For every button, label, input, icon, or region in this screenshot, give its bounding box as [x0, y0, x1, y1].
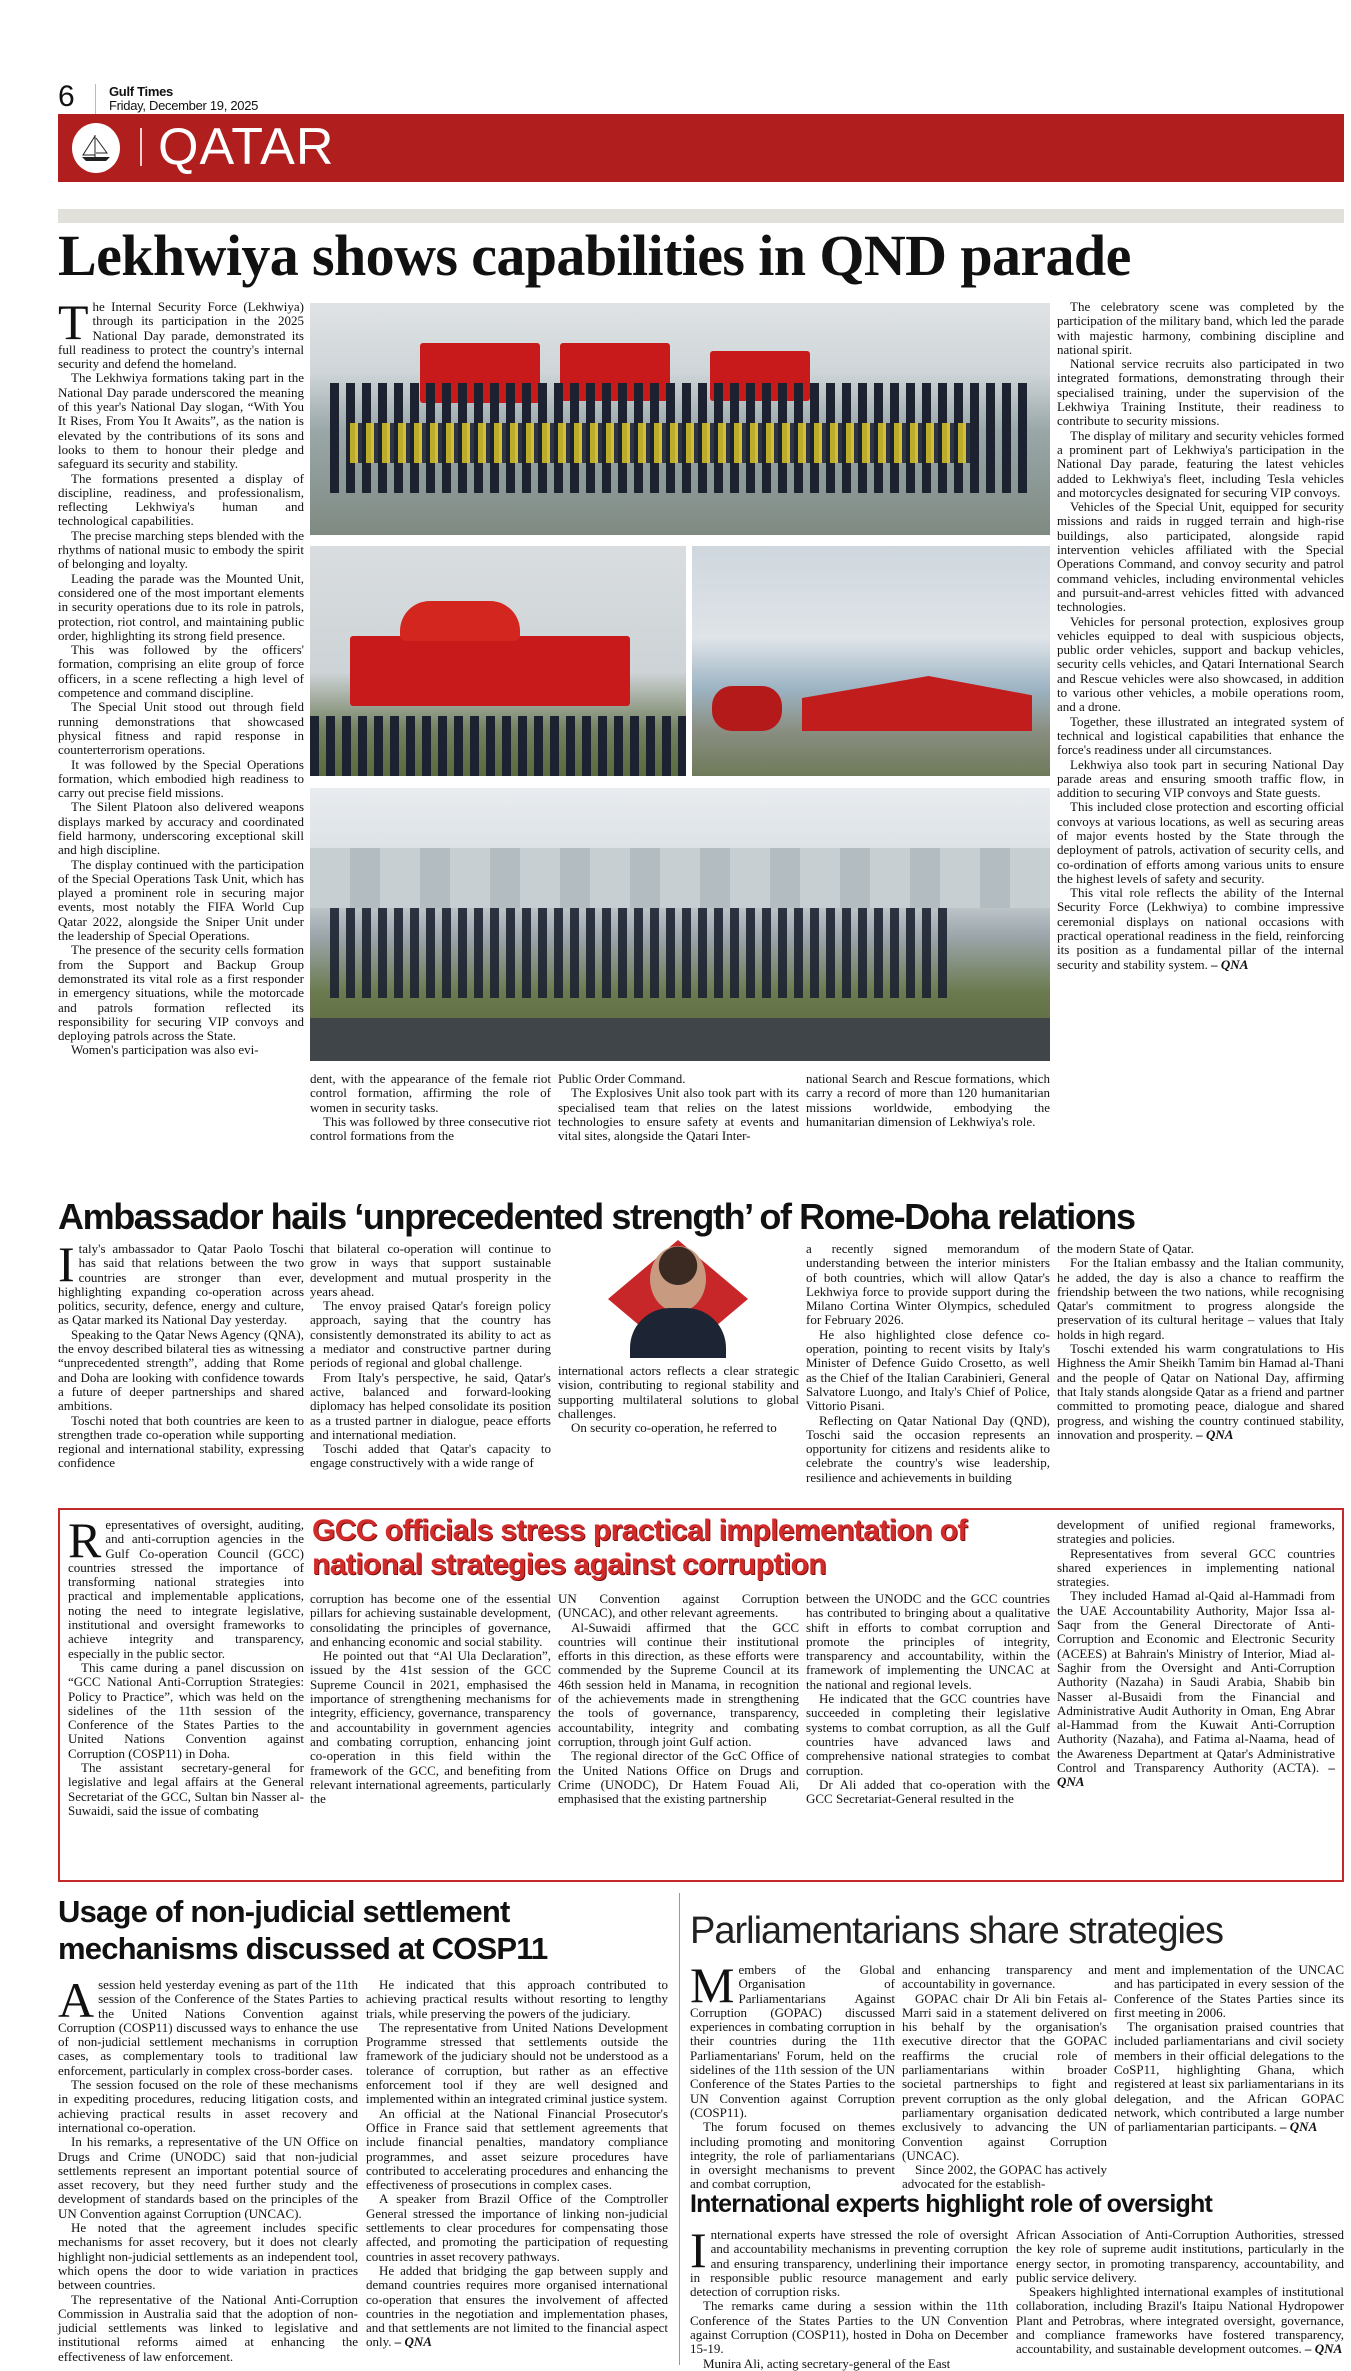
article-column — [806, 1242, 1050, 1485]
paragraph: Asession held yesterday evening as part of the 11th session of the Conference of the States Parties to the United Nations Convention against Corruption (COSP11) discussed ways to enhance the use of non-judicial settlement mechanisms in corruption cases, as complementary tools to traditional law enforcement, particularly in complex cross-border cases. — [58, 1972, 358, 2078]
paragraph: The display of military and security vehicles formed a prominent part of Lekhwiya's participation in the National Day parade, featuring the latest vehicles added to Lekhwiya's fleet, including Tesla vehicles and motorcycles designated for securing VIP convoys. — [1057, 427, 1344, 500]
paragraph: Al-Suwaidi affirmed that the GCC countries will continue their institutional efforts in this direction, as these efforts were commended by the Supreme Council at its 46th session held in Manama, in recognition of the achievements made in strengthening the tools of governance, transparency, accountability, integrity and combating corruption, through joint Gulf action. — [558, 1619, 799, 1749]
headline-parliamentarians: Parliamentarians share strategies — [690, 1910, 1224, 1952]
byline: – QNA — [394, 2334, 432, 2350]
paragraph: This was followed by three consecutive riot control formations from the — [310, 1113, 551, 1144]
paragraph: Lekhwiya also took part in securing National Day parade areas and ensuring smooth traffic flow, in addition to securing VIP convoys and State guests. — [1057, 756, 1344, 801]
paragraph: African Association of Anti-Corruption Authorities, stressed the key role of supreme audit institutions, particularly in the energy sector, in promoting transparency, accountability, and public service delivery. — [1016, 2227, 1344, 2285]
paragraph: international actors reflects a clear strategic vision, contributing to regional stability and supporting multilateral solutions to global challenges. — [558, 1363, 799, 1421]
paragraph: From Italy's perspective, he said, Qatar's active, balanced and forward-looking diplomacy has helped consolidate its position as a trusted partner in dialogue, peace efforts and international mediation. — [310, 1369, 551, 1442]
paragraph: Speaking to the Qatar News Agency (QNA), the envoy described bilateral ties as witnessing “unprecedented strength”, adding that Rome and Doha are looking with confidence towards a future of deeper partnerships and shared ambitions. — [58, 1326, 304, 1414]
paragraph: This vital role reflects the ability of the Internal Security Force (Lekhwiya) to combine impressive ceremonial displays on national occasions with practical operational readiness in the field, reinforcing its position as a fundamental pillar of the internal security and stability system. – QNA — [1057, 885, 1344, 972]
paragraph: Public Order Command. — [558, 1071, 686, 1086]
paragraph: The Special Unit stood out through field running demonstrations that showcased physical fitness and rapid response in counterterrorism operations. — [58, 699, 304, 758]
paragraph: He also highlighted close defence co-operation, pointing to recent visits by Italy's Minister of Defence Guido Crosetto, as well as the Chief of the Italian Carabinieri, General Salvatore Luongo, and Italy's Chief of Police, Vittorio Pisani. — [806, 1326, 1050, 1414]
masthead-divider — [95, 84, 96, 114]
headline-lekhwiya: Lekhwiya shows capabilities in QND parade — [58, 223, 1131, 288]
paragraph: The celebratory scene was completed by the participation of the military band, which led the parade with majestic harmony, combining discipline and national spirit. — [1057, 299, 1344, 357]
paragraph: The forum focused on themes including promoting and monitoring integrity, the role of parliamentarians in oversight mechanisms to prevent and combat corruption, — [690, 2119, 895, 2192]
paragraph: Members of the Global Organisation of Parliamentarians Against Corruption (GOPAC) discussed experiences in combating corruption in their countries during the 11th Parliamentarians' Forum, held on the sidelines of the 11th session of the UN Conference of the States Parties to the UN Convention against Corruption (COSP11). — [690, 1957, 895, 2120]
paragraph: In his remarks, a representative of the UN Office on Drugs and Crime (UNODC) said that non-judicial settlements represent an important potential source of asset recovery, but they need further study and the development of standards based on the principles of the UN Convention against Corruption (UNCAC). — [58, 2134, 358, 2221]
paragraph: He indicated that the GCC countries have succeeded in completing their legislative systems to combat corruption, as all the Gulf countries have advanced laws and comprehensive national strategies to combat corruption. — [806, 1691, 1050, 1778]
paragraph: It was followed by the Special Operations formation, which embodied high readiness to carry out precise field missions. — [58, 756, 304, 801]
article-column — [310, 1242, 551, 1471]
article-column — [1057, 300, 1344, 972]
article-column — [558, 1072, 799, 1143]
article-column — [558, 1592, 799, 1806]
paragraph: The display continued with the participation of the Special Operations Task Unit, which has played a prominent role in securing major events, most notably the FIFA World Cup Qatar 2022, alongside the Sniper Unit under the leadership of Special Operations. — [58, 856, 304, 944]
section-rule — [58, 209, 1344, 223]
dhow-ship-icon — [72, 123, 120, 173]
article-column — [902, 1963, 1107, 2192]
paragraph: The Lekhwiya formations taking part in the National Day parade underscored the meaning of this year's National Day slogan, “With You It Rises, From You It Awaits”, as the nation is elevated by the contributions of its sons and looks to them to honour their pledge and safeguard its security and stability. — [58, 370, 304, 472]
paragraph: ment and implementation of the UNCAC and has participated in every session of the Conference of the States Parties since its first meeting in 2006. — [1114, 1962, 1344, 2020]
paragraph: Together, these illustrated an integrated system of technical and logistical capabilities that enhance the force's readiness under all circumstances. — [1057, 713, 1344, 758]
paragraph: An official at the National Financial Prosecutor's Office in France said that settlement agreements that include financial penalties, mandatory compliance programmes, and asset seizure procedures have contributed to accelerating procedures and enhancing the effectiveness of prosecutions in complex cases. — [366, 2105, 668, 2193]
publication-name: Gulf Times — [109, 84, 173, 99]
paragraph: The remarks came during a session within the 11th Conference of the States Parties to the UN Convention against Corruption (COSP11), hosted in Doha on December 15-19. — [690, 2298, 1008, 2357]
article-column — [1114, 1963, 1344, 2135]
byline: – QNA — [1057, 1760, 1335, 1790]
paragraph: The regional director of the GcC Office of the United Nations Office on Drugs and Crime (UNODC), Dr Hatem Fouad Ali, emphasised that the existing partnership — [558, 1748, 799, 1807]
paragraph: He indicated that this approach contributed to achieving practical results without resorting to lengthy trials, while preserving the powers of the judiciary. — [366, 1977, 668, 2021]
paragraph: The envoy praised Qatar's foreign policy approach, saying that the country has consistently demonstrated its ability to act as a mediator and constructive partner during periods of regional and global challenge. — [310, 1298, 551, 1371]
parade-photo-rescue-boat — [310, 546, 686, 776]
paragraph: Speakers highlighted international examples of institutional collaboration, including Brazil's Itaipu National Hydropower Plant and Petrobras, where integrated oversight, governance, and compliance frameworks have fostered transparency, accountability, and sustainable development outcomes. – QNA — [1016, 2284, 1344, 2357]
article-column — [58, 294, 304, 1058]
paragraph: that bilateral co-operation will continue to grow in ways that support sustainable development and mutual prosperity in the years ahead. — [310, 1241, 551, 1299]
article-column — [68, 1512, 304, 1818]
paragraph: The Silent Platoon also delivered weapons displays marked by accuracy and coordinated field harmony, underscoring exceptional skill and high discipline. — [58, 799, 304, 858]
paragraph: the modern State of Qatar. — [1057, 1241, 1194, 1256]
column-divider — [679, 1893, 680, 2365]
section-banner — [58, 114, 1344, 182]
paragraph: and enhancing transparency and accountability in governance. — [902, 1962, 1107, 1992]
paragraph: Vehicles of the Special Unit, equipped for security missions and raids in rugged terrain and high-rise buildings, also participated, alongside rapid intervention vehicles affiliated with the Special Operations Command, and convoy security and patrol command vehicles, including environmental vehicles and pursuit-and-arrest vehicles fitted with advanced technologies. — [1057, 499, 1344, 615]
headline-ambassador: Ambassador hails ‘unprecedented strength’ of Rome-Doha relations — [58, 1196, 1135, 1237]
paragraph: A speaker from Brazil Office of the Comptroller General stressed the importance of linking non-judicial settlements to clear procedures for compensating those affected, and promoting the participation of requesting countries in asset recovery pathways. — [366, 2191, 668, 2264]
byline: – QNA — [1196, 1426, 1234, 1442]
paragraph: They included Hamad al-Qaid al-Hammadi from the UAE Accountability Authority, Major Issa al-Saqr from the General Directorate of Anti-Corruption and Economic and Electronic Security (ACEES) at Bahrain's Ministry of Interior, Miad al-Saghir from the Oversight and Anti-Corruption Authority (Nazaha) in Saudi Arabia, Shabib bin Nasser al-Busaidi from the Financial and Administrative Audit Authority in Oman, Eng Abrar al-Hammad from the Kuwait Anti-Corruption Authority (Nazaha), and Fatima al-Naama, head of the Awareness Department at Qatar's Administrative Control and Transparency Authority (ACTA). – QNA — [1057, 1588, 1335, 1790]
paragraph: He noted that the agreement includes specific mechanisms for asset recovery, but it does not clearly highlight non-judicial settlements as an independent tool, which opens the door to wide variation in practices between countries. — [58, 2220, 358, 2293]
paragraph: national Search and Rescue formations, which carry a record of more than 120 humanitarian missions worldwide, embodying the humanitarian dimension of Lekhwiya's role. — [806, 1071, 1050, 1129]
article-column — [366, 1978, 668, 2350]
paragraph: The representative of the National Anti-Corruption Commission in Australia said that the adoption of non-judicial settlements was linked to legislative and institutional reforms aimed at enhancing the effectiveness of law enforcement. — [58, 2291, 358, 2364]
article-column — [806, 1072, 1050, 1129]
paragraph: corruption has become one of the essential pillars for achieving sustainable development, consolidating the principles of governance, and enhancing economic and social stability. — [310, 1591, 551, 1649]
paragraph: development of unified regional frameworks, strategies and policies. — [1057, 1517, 1335, 1547]
paragraph: UN Convention against Corruption (UNCAC), and other relevant agreements. — [558, 1591, 799, 1621]
headline-settlement: Usage of non-judicial settlement mechanisms discussed at COSP11 — [58, 1894, 548, 1966]
byline: – QNA — [1305, 2341, 1343, 2357]
ambassador-portrait-photo — [558, 1240, 799, 1358]
paragraph: a recently signed memorandum of understanding between the interior ministers of both countries, which will allow Qatar's Lekhwiya force to provide support during the Milano Cortina Winter Olympics, scheduled for February 2026. — [806, 1241, 1050, 1328]
paragraph: The presence of the security cells formation from the Support and Backup Group demonstrated its vital role as a first responder in emergency situations, while the motorcade and patrols formation reflected its responsibility for securing VIP convoys and deploying patrols across the State. — [58, 942, 304, 1044]
banner-divider — [140, 128, 142, 166]
paragraph: The representative from United Nations Development Programme stressed that settlements outside the framework of the judiciary should not be understood as a tolerance of corruption, but rather as an effective enforcement tool if they are well designed and implemented within an integrated criminal justice system. — [366, 2019, 668, 2107]
article-column — [1057, 1518, 1335, 1790]
article-column — [310, 1072, 551, 1143]
issue-date: Friday, December 19, 2025 — [109, 98, 259, 113]
paragraph: Vehicles for personal protection, explosives group vehicles equipped to deal with suspicious objects, public order vehicles, support and backup vehicles, security cells vehicles, and Qatari International Search and Rescue vehicles were also showcased, in addition to various other vehicles, a mobile operations room, and a drone. — [1057, 613, 1344, 715]
parade-photo-riot-unit — [310, 303, 1050, 535]
paragraph: The session focused on the role of these mechanisms in expediting procedures, reducing litigation costs, and achieving practical results in asset recovery and international co-operation. — [58, 2077, 358, 2135]
paragraph: Toschi noted that both countries are keen to strengthen trade co-operation while supporting regional and international stability, expressing confidence — [58, 1412, 304, 1471]
paragraph: This was followed by the officers' formation, comprising an elite group of force officers, in a scene reflecting a high level of competence and command discipline. — [58, 642, 304, 701]
paragraph: Toschi extended his warm congratulations to His Highness the Amir Sheikh Tamim bin Hamad al-Thani and the people of Qatar on National Day, affirming that Italy stands alongside Qatar as a friend and partner committed to promoting peace, dialogue and shared progress, and wishing the country continued stability, innovation and prosperity. – QNA — [1057, 1341, 1344, 1442]
paragraph: Representatives from several GCC countries shared experiences in implementing national strategies. — [1057, 1545, 1335, 1590]
article-column — [58, 1236, 304, 1471]
paragraph: GOPAC chair Dr Ali bin Fetais al-Marri said in a statement delivered on his behalf by the organisation's executive director that the GOPAC reaffirms the crucial role of parliamentarians within broader societal partnerships to fight and prevent corruption as the only global parliamentary organisation dedicated exclusively to advancing the UN Convention against Corruption (UNCAC). — [902, 1990, 1107, 2163]
paragraph: This included close protection and escorting official convoys at various locations, as well as securing areas of major events hosted by the State through the deployment of patrols, activation of security cells, and co-ordination of efforts among various units to ensure the highest levels of safety and security. — [1057, 799, 1344, 886]
paragraph: He added that bridging the gap between supply and demand countries requires more organised international co-operation that ensures the involvement of affected countries in the negotiation and implementation phases, and that settlements are not limited to the financial aspect only. – QNA — [366, 2262, 668, 2350]
paragraph: Dr Ali added that co-operation with the GCC Secretariat-General resulted in the — [806, 1776, 1050, 1807]
byline: – QNA — [1211, 956, 1249, 972]
article-column — [690, 2222, 1008, 2371]
paragraph: This came during a panel discussion on “GCC National Anti-Corruption Strategies: Policy to Practice”, which was held on the sidelines of the 11th session of the Conference of the States Parties to the United Nations Convention against Corruption (COSP11) in Doha. — [68, 1659, 304, 1761]
paragraph: Leading the parade was the Mounted Unit, considered one of the most important elements in security operations due to its role in patrols, protection, riot control, and maintaining public order, highlighting its strong field presence. — [58, 570, 304, 643]
paragraph: Reflecting on Qatar National Day (QND), Toschi said the occasion represents an opportunity for citizens and residents alike to celebrate the country's wise leadership, resilience and achievements in building — [806, 1412, 1050, 1485]
page-number: 6 — [58, 80, 75, 113]
paragraph: On security co-operation, he referred to — [571, 1420, 777, 1436]
headline-gcc: GCC officials stress practical implementation of national strategies against corruption — [312, 1514, 967, 1581]
parade-photo-tesla-cybertruck — [692, 546, 1050, 776]
paragraph: The assistant secretary-general for legislative and legal affairs at the General Secretariat of the GCC, Sultan bin Nasser al-Suwaidi, said the issue of combating — [68, 1760, 304, 1818]
paragraph: Toschi added that Qatar's capacity to engage constructively with a wide range of — [310, 1441, 551, 1471]
paragraph: The precise marching steps blended with the rhythms of national music to embody the spirit of belonging and loyalty. — [58, 527, 304, 572]
paragraph: Representatives of oversight, auditing, and anti-corruption agencies in the Gulf Co-operation Council (GCC) countries stressed the importance of transforming national strategies into practical and implementable applications, noting the need to integrate legislative, institutional and oversight frameworks to achieve integrity and transparency, especially in the public sector. — [68, 1512, 304, 1661]
article-column — [1016, 2228, 1344, 2357]
headline-oversight: International experts highlight role of oversight — [690, 2190, 1212, 2218]
article-column — [310, 1592, 551, 1806]
paragraph: The formations presented a display of discipline, readiness, and professionalism, reflecting Lekhwiya's human and technological capabilities. — [58, 470, 304, 529]
article-column — [558, 1364, 799, 1435]
paragraph: International experts have stressed the role of oversight and accountability mechanisms in preventing corruption and ensuring transparency, underlining their importance in responsible public resource management and early detection of corruption risks. — [690, 2222, 1008, 2300]
article-column — [58, 1972, 358, 2364]
paragraph: For the Italian embassy and the Italian community, he added, the day is also a chance to reaffirm the friendship between the two nations, while recognising Qatar's commitment to progress alongside the preservation of its cultural heritage – values that Italy holds in high regard. — [1057, 1255, 1344, 1342]
article-column — [806, 1592, 1050, 1806]
paragraph: National service recruits also participated in two integrated formations, demonstrating through their specialised training, under the supervision of the Lekhwiya Training Institute, their readiness to contribute to security missions. — [1057, 356, 1344, 429]
paragraph: The Explosives Unit also took part with its specialised team that relies on the latest technologies to ensure safety at events and vital sites, alongside the Qatari Inter- — [558, 1085, 799, 1144]
article-column — [1057, 1242, 1344, 1442]
paragraph: The organisation praised countries that included parliamentarians and civil society members in their official delegations to the CoSP11, highlighting Ghana, which registered at least six parliamentarians in its delegation, and the African GOPAC network, which contributed a large number of parliamentarian participants. – QNA — [1114, 2019, 1344, 2135]
paragraph: The Internal Security Force (Lekhwiya) through its participation in the 2025 National Day parade, demonstrated its full readiness to protect the country's internal security and defend the homeland. — [58, 294, 304, 372]
paragraph: He pointed out that “Al Ula Declaration”, issued by the 41st session of the GCC Supreme Council in 2021, emphasised the importance of strengthening mechanisms for integrity, efficiency, governance, transparency and accountability in government agencies and combating corruption, enhancing joint co-operation in this field within the framework of the GCC, and benefiting from relevant international agreements, particularly the — [310, 1648, 551, 1807]
section-title: QATAR — [158, 118, 335, 176]
article-column — [690, 1957, 895, 2192]
parade-photo-march — [310, 788, 1050, 1061]
paragraph: Women's participation was also evi- — [71, 1042, 259, 1058]
paragraph: Since 2002, the GOPAC has actively advocated for the establish- — [902, 2162, 1107, 2192]
paragraph: between the UNODC and the GCC countries has contributed to bringing about a qualitative shift in efforts to combat corruption and promote the principles of integrity, transparency and accountability, within the framework of implementing the UNCAC at the national and regional levels. — [806, 1591, 1050, 1692]
byline: – QNA — [1280, 2119, 1318, 2135]
paragraph: Munira Ali, acting secretary-general of the East — [703, 2355, 951, 2371]
paragraph: Italy's ambassador to Qatar Paolo Toschi has said that relations between the two countries are stronger than ever, highlighting expanding co-operation across politics, security, defence, energy and culture, as Qatar marked its National Day yesterday. — [58, 1236, 304, 1328]
paragraph: dent, with the appearance of the female riot control formation, affirming the role of women in security tasks. — [310, 1071, 551, 1115]
